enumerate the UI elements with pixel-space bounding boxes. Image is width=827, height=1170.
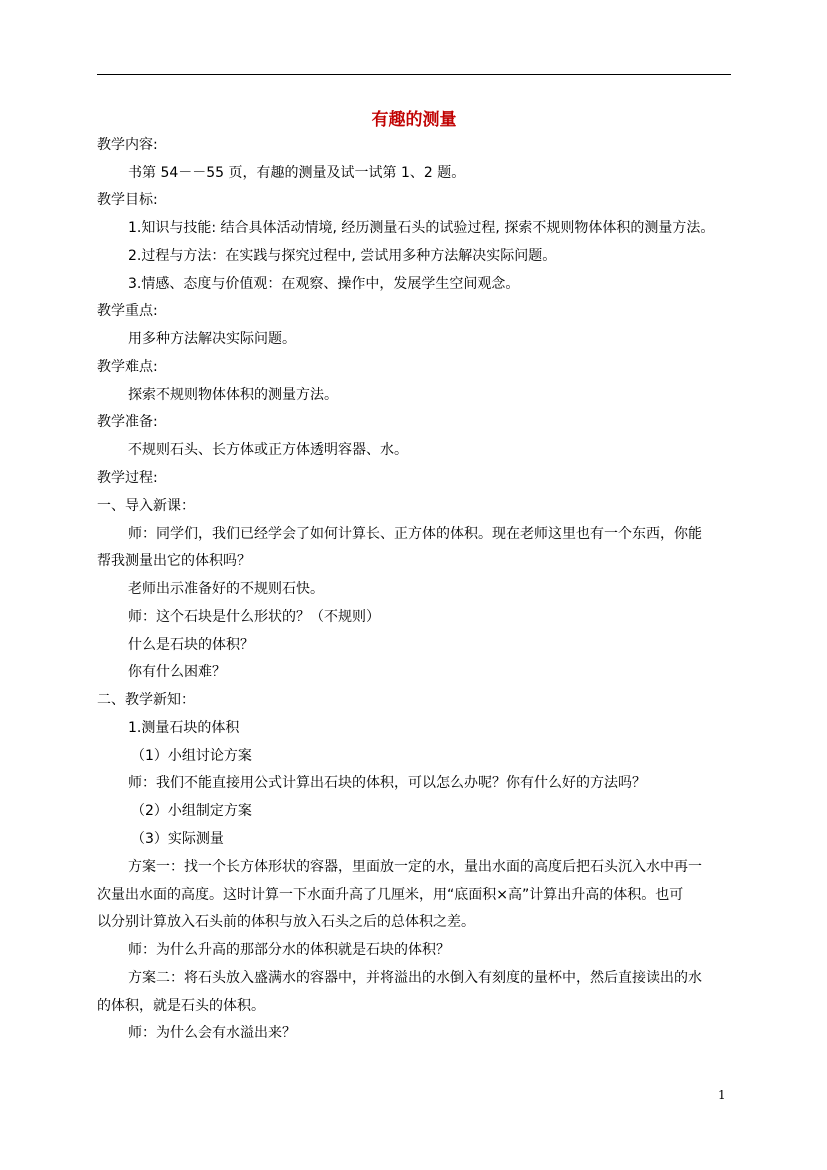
paragraph-line: 以分别计算放入石头前的体积与放入石头之后的总体积之差。 xyxy=(97,914,475,930)
paragraph-line: 你有什么困难？ xyxy=(128,664,226,680)
paragraph-line: （3）实际测量 xyxy=(131,831,224,847)
paragraph-line: 师：为什么会有水溢出来？ xyxy=(128,1025,296,1041)
section-heading-goals: 教学目标: xyxy=(97,192,158,208)
paragraph-line: 2.过程与方法：在实践与探究过程中, 尝试用多种方法解决实际问题。 xyxy=(128,248,557,264)
section-heading-process: 教学过程: xyxy=(97,470,158,486)
paragraph-line: 师：这个石块是什么形状的？（不规则） xyxy=(128,609,380,625)
header-rule xyxy=(97,74,731,75)
section-heading-difficulty: 教学难点: xyxy=(97,359,158,375)
section-heading-new-knowledge: 二、教学新知： xyxy=(97,692,195,708)
paragraph-line: 不规则石头、长方体或正方体透明容器、水。 xyxy=(128,442,408,458)
paragraph-line: （2）小组制定方案 xyxy=(131,803,252,819)
section-heading-preparation: 教学准备: xyxy=(97,414,158,430)
section-heading-intro: 一、导入新课： xyxy=(97,498,195,514)
paragraph-line: （1）小组讨论方案 xyxy=(131,748,252,764)
paragraph-line: 1.知识与技能: 结合具体活动情境, 经历测量石头的试验过程, 探索不规则物体体积的测量方法。 xyxy=(128,220,715,236)
page-number: 1 xyxy=(718,1088,726,1102)
section-heading-focus: 教学重点: xyxy=(97,303,158,319)
paragraph-line: 方案二：将石头放入盛满水的容器中，并将溢出的水倒入有刻度的量杯中，然后直接读出的水 xyxy=(128,970,702,986)
paragraph-line: 次量出水面的高度。这时计算一下水面升高了几厘米，用“底面积×高”计算出升高的体积。也可 xyxy=(97,887,684,903)
document-title: 有趣的测量 xyxy=(371,110,457,130)
paragraph-line: 师：我们不能直接用公式计算出石块的体积，可以怎么办呢？你有什么好的方法吗？ xyxy=(128,775,646,791)
paragraph-line: 的体积，就是石头的体积。 xyxy=(97,998,265,1014)
paragraph-line: 方案一：找一个长方体形状的容器，里面放一定的水，量出水面的高度后把石头沉入水中再一 xyxy=(128,859,702,875)
section-heading-content: 教学内容: xyxy=(97,137,158,153)
paragraph-line: 用多种方法解决实际问题。 xyxy=(128,331,296,347)
paragraph-line: 3.情感、态度与价值观：在观察、操作中，发展学生空间观念。 xyxy=(128,276,520,292)
paragraph-line: 什么是石块的体积？ xyxy=(128,637,254,653)
paragraph-line: 师：为什么升高的那部分水的体积就是石块的体积？ xyxy=(128,942,450,958)
paragraph-line: 师：同学们，我们已经学会了如何计算长、正方体的体积。现在老师这里也有一个东西，你能 xyxy=(128,526,702,542)
paragraph-line: 书第 54－－55 页，有趣的测量及试一试第 1、2 题。 xyxy=(128,165,466,181)
paragraph-line: 老师出示准备好的不规则石快。 xyxy=(128,581,324,597)
paragraph-line: 探索不规则物体体积的测量方法。 xyxy=(128,387,338,403)
paragraph-line: 帮我测量出它的体积吗？ xyxy=(97,553,251,569)
paragraph-line: 1.测量石块的体积 xyxy=(128,720,240,736)
